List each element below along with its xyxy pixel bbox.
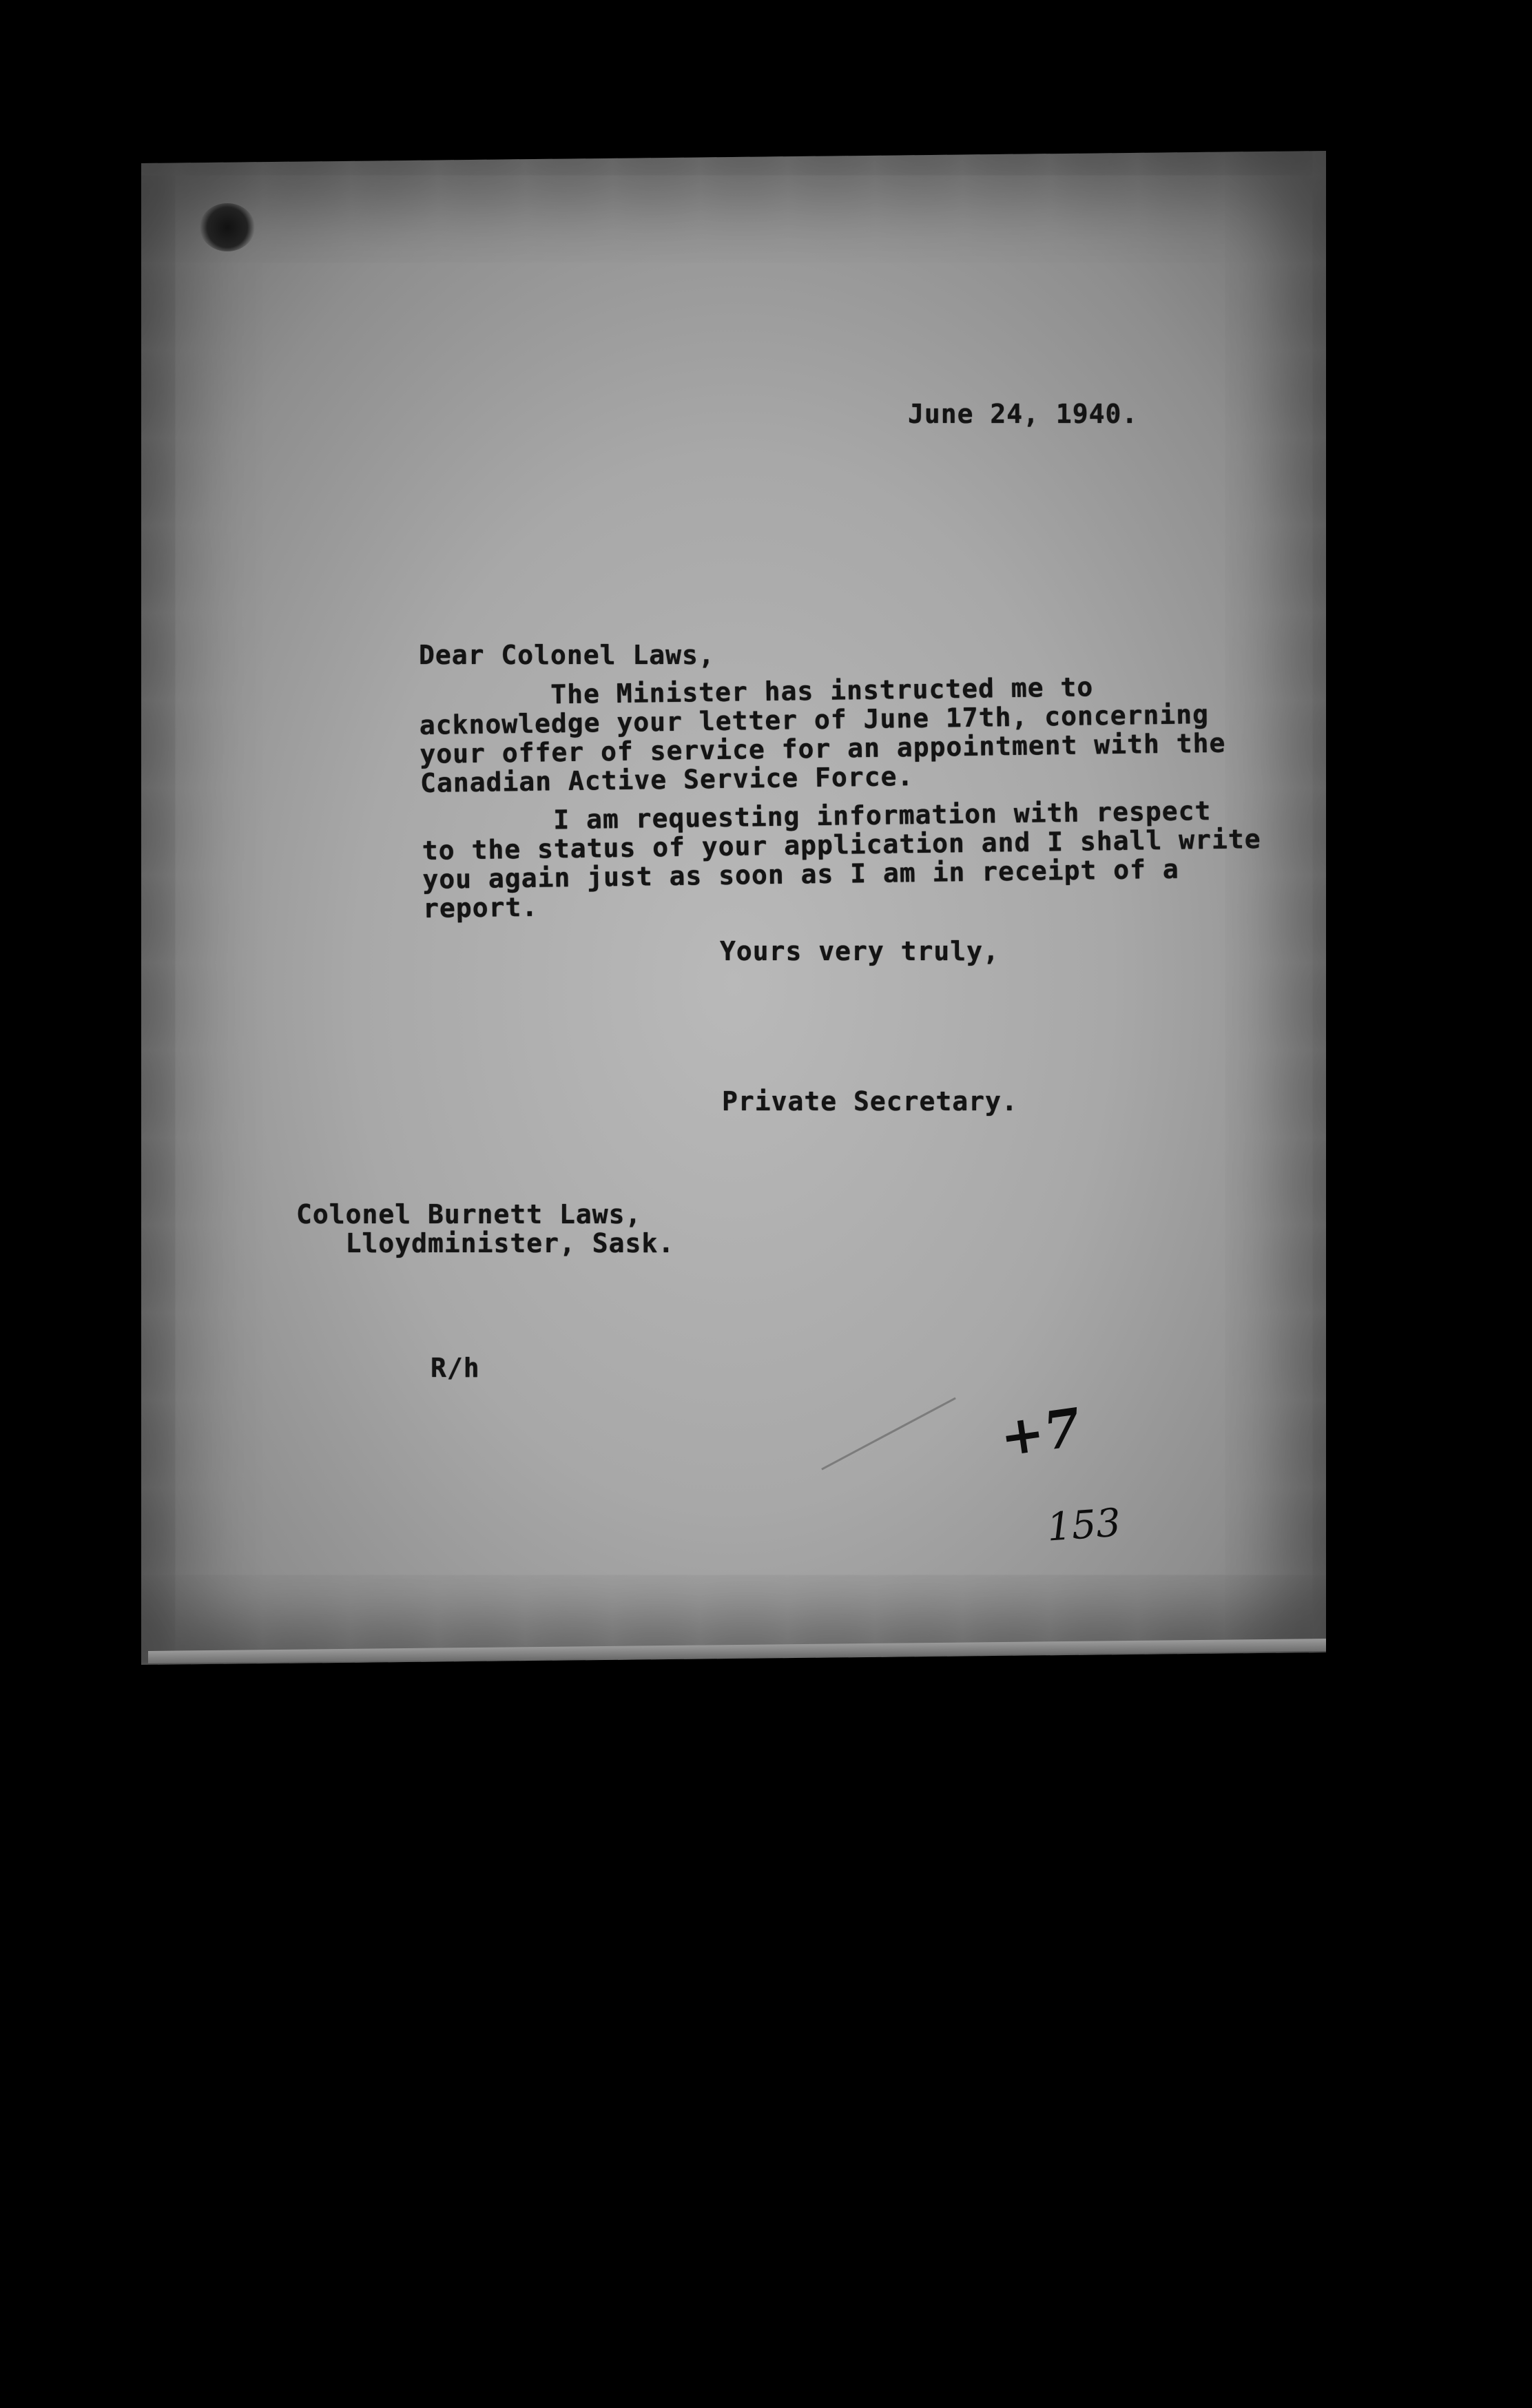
- handwritten-mark: +7: [996, 1396, 1085, 1468]
- complimentary-close: Yours very truly,: [720, 936, 1000, 966]
- salutation: Dear Colonel Laws,: [419, 640, 715, 670]
- body-paragraph-2: I am requesting information with respect to the status of your application and I shall write you again just as soon as I am in receipt of a report.: [421, 795, 1261, 924]
- typist-initials: R/h: [431, 1353, 480, 1383]
- recipient-address: Colonel Burnett Laws, Lloydminister, Sask.: [296, 1199, 675, 1258]
- signature-title: Private Secretary.: [722, 1086, 1018, 1117]
- body-paragraph-1: The Minister has instructed me to acknowledge your letter of June 17th, concerning your offer of service for an appointment with the Canadian Active Service Force.: [418, 672, 1226, 798]
- letter-date: June 24, 1940.: [908, 399, 1139, 429]
- handwritten-page-number: 153: [1045, 1500, 1123, 1550]
- ink-blot: [200, 203, 255, 251]
